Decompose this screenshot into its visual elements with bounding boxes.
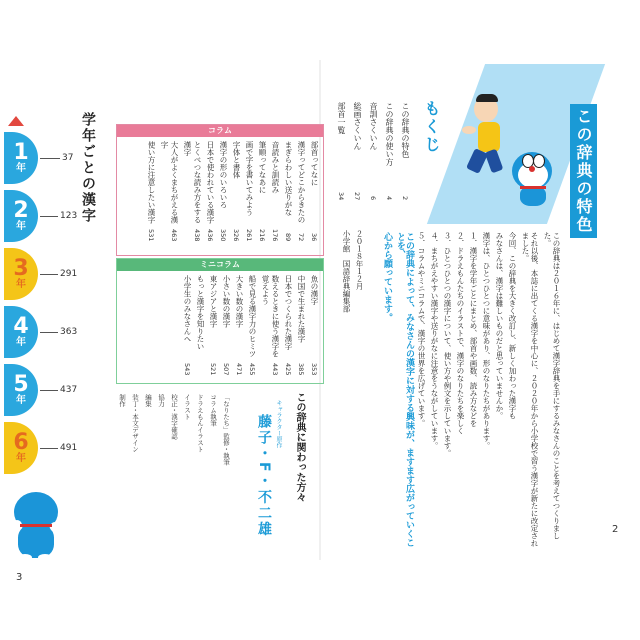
grade-page: 123 bbox=[60, 211, 78, 221]
column-entries bbox=[146, 141, 319, 245]
toc-text: この辞典の使い方 bbox=[385, 102, 394, 166]
toc-entry[interactable] bbox=[400, 102, 410, 200]
toc-entry[interactable] bbox=[336, 102, 346, 200]
mini-column-entries bbox=[182, 275, 319, 379]
grade-page: 37 bbox=[62, 153, 74, 163]
intro-line: 漢字は、ひとつひとつに意味があり、形のなりたちがあります。 bbox=[482, 232, 491, 450]
column-entry[interactable] bbox=[205, 141, 215, 241]
entry-page: 531 bbox=[147, 228, 155, 241]
entry-text: 大きい数の漢字 bbox=[235, 275, 244, 328]
column-entry[interactable] bbox=[283, 141, 293, 241]
entry-page: 89 bbox=[284, 232, 292, 241]
mini-column-entry[interactable] bbox=[309, 275, 319, 375]
mini-column-entry[interactable] bbox=[247, 275, 257, 375]
grade-tab-5[interactable] bbox=[4, 364, 38, 416]
mini-column-entry[interactable] bbox=[208, 275, 218, 375]
grade-page: 363 bbox=[60, 327, 78, 337]
grade-tab-1[interactable] bbox=[4, 132, 38, 184]
entry-text: 船で見る漢字力のヒミツ bbox=[248, 275, 257, 358]
staff-list bbox=[118, 394, 230, 544]
intro-line: １．漢字を学年ごとにまとめ、部首や画数、読み方などを bbox=[469, 232, 478, 427]
toc-page: 34 bbox=[337, 191, 345, 200]
staff-title: この辞典に関わった方々 bbox=[294, 392, 305, 502]
mini-column-box bbox=[116, 258, 324, 384]
grade-tab-nen: 年 bbox=[16, 453, 26, 464]
intro-line: 今回、この辞典を大きく改訂し、新しく加わった漢字も bbox=[508, 232, 517, 420]
mini-column-entry[interactable] bbox=[221, 275, 231, 375]
date-signature bbox=[342, 230, 364, 313]
intro-line: ２．ドラえもんたちのイラストで、漢字のなりたちを楽しく bbox=[456, 232, 465, 435]
page-number-right: 2 bbox=[612, 524, 619, 535]
toc-page: 6 bbox=[369, 195, 377, 200]
column-entry[interactable] bbox=[218, 141, 228, 241]
grade-tab-2[interactable] bbox=[4, 190, 38, 242]
staff-line: 編集 bbox=[144, 394, 152, 407]
grade-tab-num: 5 bbox=[13, 372, 29, 397]
page-number-left: 3 bbox=[16, 572, 23, 583]
grade-tab-nen: 年 bbox=[16, 221, 26, 232]
grade-tab-6[interactable] bbox=[4, 422, 38, 474]
entry-text: 画で字を書いてみよう bbox=[245, 141, 254, 216]
entry-page: 326 bbox=[232, 228, 240, 241]
staff-line: 校正・漢字確認 bbox=[170, 394, 178, 440]
entry-page: 350 bbox=[219, 228, 227, 241]
intro-highlight: この辞典によって、みなさんの漢字に対する興味が、ますます広がっていくことを、 bbox=[395, 232, 414, 547]
entry-text: とくべつな読み方をする漢字 bbox=[183, 141, 202, 224]
entry-page: 176 bbox=[271, 228, 279, 241]
staff-line: イラスト bbox=[183, 394, 191, 420]
feature-title: この辞典の特色 bbox=[570, 104, 597, 238]
toc-text: 部首一覧 bbox=[337, 102, 346, 134]
grade-tab-num: 4 bbox=[13, 314, 29, 339]
grade-tab-num: 3 bbox=[13, 256, 29, 281]
entry-page: 471 bbox=[235, 362, 243, 375]
column-entry[interactable] bbox=[182, 141, 202, 241]
intro-line: この辞典は２０１６年に、はじめて漢字辞典を手にするみなさんのことを考えてつくりました。 bbox=[543, 232, 561, 540]
toc-page: 27 bbox=[353, 191, 361, 200]
entry-text: 魚の漢字 bbox=[310, 275, 319, 305]
staff-line: 協力 bbox=[157, 394, 165, 407]
toc-page: 2 bbox=[401, 195, 409, 200]
mini-column-entry[interactable] bbox=[234, 275, 244, 375]
column-entry[interactable] bbox=[146, 141, 156, 241]
grade-tab-nen: 年 bbox=[16, 163, 26, 174]
author-name: 藤子・F・不二雄 bbox=[256, 414, 272, 538]
mini-column-entry[interactable] bbox=[296, 275, 306, 375]
staff-line: 「なりたち」監修・執筆 bbox=[222, 394, 230, 466]
entry-text: 日本でつくられた漢字 bbox=[284, 275, 293, 350]
intro-text bbox=[382, 232, 561, 554]
entry-text: 小学生のみなさんへ bbox=[183, 275, 192, 343]
entry-page: 436 bbox=[206, 228, 214, 241]
staff-line: 制作 bbox=[118, 394, 126, 407]
column-entry[interactable] bbox=[257, 141, 267, 241]
entry-page: 216 bbox=[258, 228, 266, 241]
column-entry[interactable] bbox=[231, 141, 241, 241]
entry-text: 小さい数の漢字 bbox=[222, 275, 231, 328]
entry-page: 72 bbox=[297, 232, 305, 241]
entry-text: 数えるときに使う漢字を覚えよう bbox=[261, 275, 280, 358]
staff-line: 装丁・本文デザイン bbox=[131, 394, 139, 453]
grade-tab-nen: 年 bbox=[16, 279, 26, 290]
toc-entry[interactable] bbox=[352, 102, 362, 200]
date-line: ２０１８年１２月 bbox=[355, 230, 364, 290]
toc-text: 総画さくいん bbox=[353, 102, 362, 150]
grade-tab-nen: 年 bbox=[16, 337, 26, 348]
column-entry[interactable] bbox=[244, 141, 254, 241]
grade-tab-3[interactable] bbox=[4, 248, 38, 300]
publisher-line: 小学館 国語辞典編集部 bbox=[342, 230, 351, 313]
entry-page: 261 bbox=[245, 228, 253, 241]
leader-line bbox=[40, 448, 58, 449]
leader-line bbox=[40, 390, 58, 391]
mini-column-entry[interactable] bbox=[195, 275, 205, 375]
bookmark-icon bbox=[8, 116, 24, 126]
column-box bbox=[116, 124, 324, 256]
column-entry[interactable] bbox=[309, 141, 319, 241]
intro-line: ３．ひとつひとつの漢字について、使い方や例文を示しています。 bbox=[443, 232, 452, 457]
intro-line: ５．コラムやミニコラムで、漢字の世界を広げています。 bbox=[417, 232, 426, 427]
toc-entry[interactable] bbox=[384, 102, 394, 200]
column-entry[interactable] bbox=[296, 141, 306, 241]
entry-text: 部首ってなに bbox=[310, 141, 319, 186]
grade-tab-num: 6 bbox=[13, 430, 29, 455]
leader-line bbox=[40, 158, 60, 159]
entry-text: まぎらわしい送りがな bbox=[284, 141, 293, 216]
entry-page: 443 bbox=[271, 362, 279, 375]
entry-page: 521 bbox=[209, 362, 217, 375]
toc-list bbox=[336, 102, 410, 202]
mini-column-entry[interactable] bbox=[260, 275, 280, 375]
intro-line: それ以後、本誌に出てくる漢字を中心に、２０２０年から小学校で習う漢字が新たに改定されました。 bbox=[521, 232, 539, 547]
grade-page: 437 bbox=[60, 385, 78, 395]
grade-tab-4[interactable] bbox=[4, 306, 38, 358]
entry-page: 425 bbox=[284, 362, 292, 375]
intro-highlight: 心から願っています。 bbox=[382, 232, 392, 322]
toc-entry[interactable] bbox=[368, 102, 378, 200]
mini-column-header: ミニコラム bbox=[117, 259, 323, 271]
leader-line bbox=[40, 216, 58, 217]
entry-page: 353 bbox=[310, 362, 318, 375]
column-entry[interactable] bbox=[159, 141, 179, 241]
toc-text: この辞典の特色 bbox=[401, 102, 410, 158]
entry-text: 使い方に注意したい漢字 bbox=[147, 141, 156, 224]
toc-text: 音訓さくいん bbox=[369, 102, 378, 150]
entry-text: 中国で生まれた漢字 bbox=[297, 275, 306, 343]
entry-text: 音読みと訓読み bbox=[271, 141, 280, 194]
entry-text: 大人がよくまちがえる漢字 bbox=[160, 141, 179, 224]
staff-line: コラム執筆 bbox=[209, 394, 217, 427]
mini-column-entry[interactable] bbox=[182, 275, 192, 375]
entry-text: 筆順ってなあに bbox=[258, 141, 267, 194]
entry-text: もっと漢字を知りたい bbox=[196, 275, 205, 350]
leader-line bbox=[40, 332, 58, 333]
staff-line: ドラえもんイラスト bbox=[196, 394, 204, 453]
grade-page: 291 bbox=[60, 269, 78, 279]
entry-text: 漢字の形のいろいろ bbox=[219, 141, 228, 209]
leader-line bbox=[40, 274, 58, 275]
entry-page: 36 bbox=[310, 232, 318, 241]
intro-line: みなさんは、漢字は難しいものだと思っていませんか。 bbox=[495, 232, 504, 420]
entry-text: 日本で使われている漢字 bbox=[206, 141, 215, 224]
author-label: キャラクター原作 bbox=[275, 400, 282, 448]
grade-tab-num: 1 bbox=[13, 140, 29, 165]
entry-page: 507 bbox=[222, 362, 230, 375]
entry-text: 東アジアと漢字 bbox=[209, 275, 218, 328]
entry-text: 字体と書体 bbox=[232, 141, 241, 179]
entry-page: 385 bbox=[297, 362, 305, 375]
grade-page: 491 bbox=[60, 443, 78, 453]
entry-text: 漢字ってどこからきたの bbox=[297, 141, 306, 224]
entry-page: 438 bbox=[193, 228, 201, 241]
mini-column-entry[interactable] bbox=[283, 275, 293, 375]
grade-tab-num: 2 bbox=[13, 198, 29, 223]
entry-page: 543 bbox=[183, 362, 191, 375]
column-entry[interactable] bbox=[270, 141, 280, 241]
entry-page: 455 bbox=[248, 362, 256, 375]
entry-page: 463 bbox=[170, 228, 178, 241]
column-header: コラム bbox=[117, 125, 323, 137]
toc-page: 4 bbox=[385, 195, 393, 200]
spine-title: 学年ごとの漢字 bbox=[80, 112, 96, 224]
mokuji-heading: もくじ bbox=[422, 100, 441, 154]
intro-line: ４．まちがえやすい漢字や送りがなに注意をうながしています。 bbox=[430, 232, 439, 450]
grade-tab-nen: 年 bbox=[16, 395, 26, 406]
